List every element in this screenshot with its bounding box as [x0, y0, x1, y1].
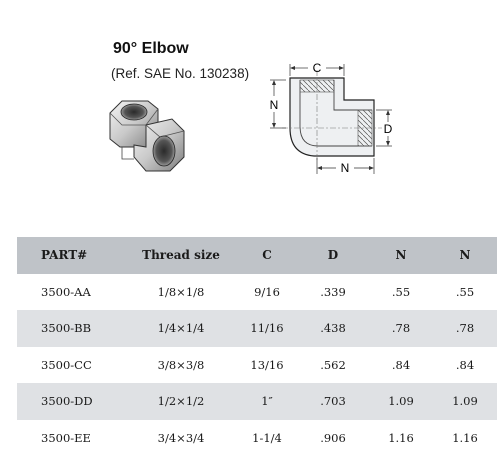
- cell-thread-size: 1/8×1/8: [157, 284, 205, 299]
- cell-c: 1-1/4: [252, 430, 282, 445]
- cell-thread-size: 1/4×1/4: [125, 310, 237, 347]
- cell-n-2: .55: [455, 284, 475, 299]
- cell-c: 13/16: [250, 357, 284, 372]
- cell-n-2: .78: [433, 310, 497, 347]
- cell-c: 9/16: [254, 284, 280, 299]
- spec-table: [17, 237, 497, 456]
- cell-part: 3500-DD: [17, 383, 125, 420]
- cell-d: .906: [320, 430, 346, 445]
- cell-thread-size: 3/4×3/4: [157, 430, 205, 445]
- cell-d: .438: [297, 310, 369, 347]
- table-row: [17, 310, 497, 347]
- dimension-label-n-bottom: N: [340, 161, 350, 175]
- cell-n-2: .84: [455, 357, 475, 372]
- header-part: PART#: [17, 237, 125, 274]
- table-row: [17, 347, 497, 384]
- table-row: [17, 274, 497, 311]
- cell-n-2: 1.16: [452, 430, 478, 445]
- cell-d: .562: [320, 357, 346, 372]
- sae-reference: (Ref. SAE No. 130238): [111, 66, 250, 81]
- cell-n: .55: [391, 284, 411, 299]
- cell-n: .84: [391, 357, 411, 372]
- cell-thread-size: 1/2×1/2: [125, 383, 237, 420]
- cell-n-2: 1.09: [433, 383, 497, 420]
- cell-n: .78: [369, 310, 433, 347]
- header-thread-size: Thread size: [125, 237, 237, 274]
- cell-part: 3500-EE: [41, 430, 91, 445]
- table-row: [17, 383, 497, 420]
- product-title: 90° Elbow: [113, 40, 189, 57]
- cell-n: 1.09: [369, 383, 433, 420]
- table-row: [17, 420, 497, 457]
- header-c: C: [237, 237, 297, 274]
- header-d: D: [297, 237, 369, 274]
- cell-c: 1″: [237, 383, 297, 420]
- table-header-row: [17, 237, 497, 274]
- dimension-label-c: C: [312, 61, 322, 75]
- dimension-label-d: D: [383, 122, 393, 136]
- cell-part: 3500-AA: [41, 284, 91, 299]
- cell-thread-size: 3/8×3/8: [157, 357, 205, 372]
- cell-part: 3500-BB: [17, 310, 125, 347]
- cell-n: 1.16: [388, 430, 414, 445]
- cell-c: 11/16: [237, 310, 297, 347]
- dimension-label-n-left: N: [269, 98, 279, 112]
- header-n-2: N: [433, 237, 497, 274]
- elbow-fitting-image: [100, 95, 192, 175]
- dimension-diagram: [258, 50, 418, 180]
- header-n: N: [369, 237, 433, 274]
- cell-d: .703: [297, 383, 369, 420]
- cell-d: .339: [320, 284, 346, 299]
- cell-part: 3500-CC: [41, 357, 92, 372]
